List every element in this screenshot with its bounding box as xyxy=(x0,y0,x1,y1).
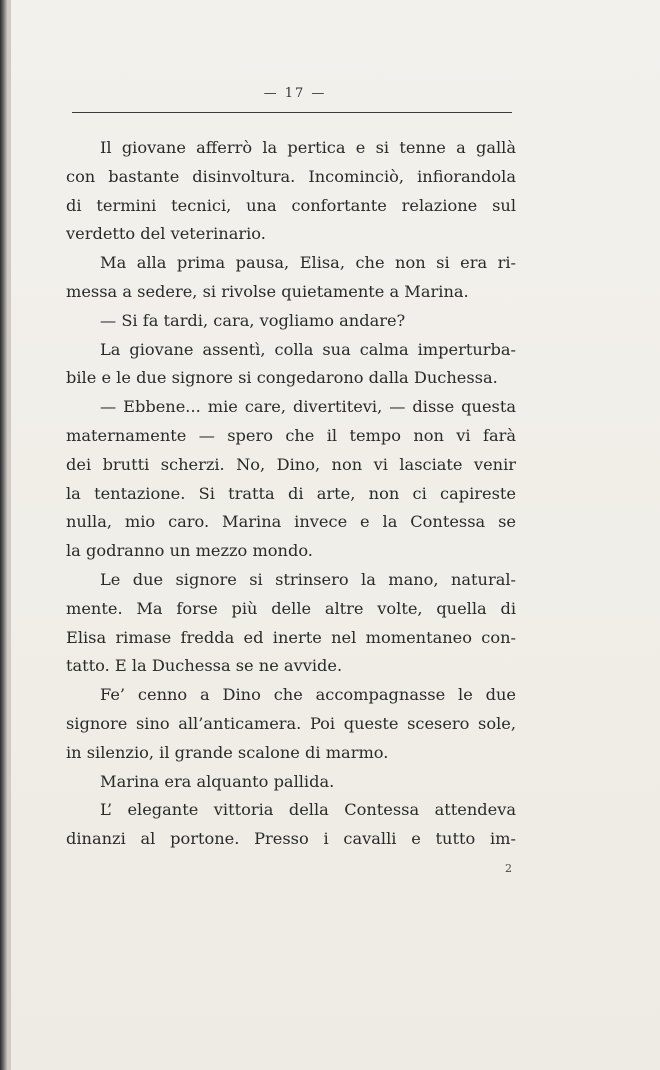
text-line: signore sino all’anticamera. Poi queste scesero sole, xyxy=(66,713,516,733)
page-number: — 17 — xyxy=(263,86,327,101)
binding-edge xyxy=(0,0,8,1070)
signature-mark: 2 xyxy=(505,862,512,875)
text-line: verdetto del veterinario. xyxy=(66,224,266,244)
text-line: in silenzio, il grande scalone di marmo. xyxy=(66,742,389,762)
text-line: La giovane assentì, colla sua calma imperturba- xyxy=(100,339,516,359)
text-line: nulla, mio caro. Marina invece e la Contessa se xyxy=(66,512,516,532)
text-line: di termini tecnici, una confortante relazione sul xyxy=(66,195,516,215)
binding-shadow xyxy=(8,0,11,1070)
header-rule xyxy=(72,112,512,113)
text-line: Le due signore si strinsero la mano, natural- xyxy=(100,569,516,589)
text-line: Elisa rimase fredda ed inerte nel momentaneo con- xyxy=(66,627,516,647)
text-line: Fe’ cenno a Dino che accompagnasse le due xyxy=(100,685,516,705)
text-line: messa a sedere, si rivolse quietamente a Marina. xyxy=(66,281,469,301)
text-line: dei brutti scherzi. No, Dino, non vi lasciate venir xyxy=(66,454,516,474)
text-line: maternamente — spero che il tempo non vi farà xyxy=(66,425,516,445)
text-line: Ma alla prima pausa, Elisa, che non si era ri- xyxy=(100,253,516,273)
text-line: con bastante disinvoltura. Incominciò, infiorandola xyxy=(66,166,516,186)
text-line: — Si fa tardi, cara, vogliamo andare? xyxy=(100,310,406,330)
text-line: Il giovane afferrò la pertica e si tenne a gallà xyxy=(100,138,516,157)
body-text xyxy=(66,134,516,854)
text-line: mente. Ma forse più delle altre volte, quella di xyxy=(66,598,516,618)
text-line: bile e le due signore si congedarono dalla Duchessa. xyxy=(66,368,498,388)
text-line: dinanzi al portone. Presso i cavalli e tutto im- xyxy=(66,829,516,849)
text-line: la tentazione. Si tratta di arte, non ci capireste xyxy=(66,483,516,503)
text-line: la godranno un mezzo mondo. xyxy=(66,541,313,561)
text-line: tatto. E la Duchessa se ne avvide. xyxy=(66,656,343,676)
text-line: Marina era alquanto pallida. xyxy=(100,771,335,791)
text-line: — Ebbene... mie care, divertitevi, — disse questa xyxy=(100,397,516,417)
text-line: L’ elegante vittoria della Contessa attendeva xyxy=(100,800,516,820)
